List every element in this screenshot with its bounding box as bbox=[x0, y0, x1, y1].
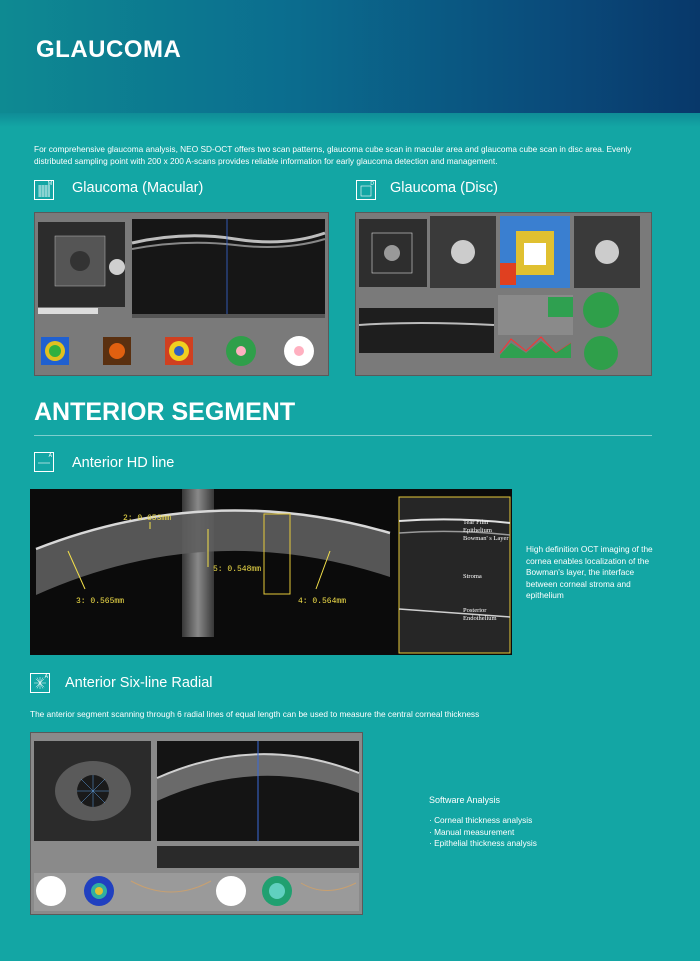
radial-icon-letter: A bbox=[44, 674, 48, 680]
list-item: · Manual measurement bbox=[429, 826, 515, 837]
layer-label-stroma: Stroma bbox=[463, 573, 482, 580]
header-banner bbox=[0, 0, 700, 113]
measure-label-4: 4: 0.564mm bbox=[298, 597, 347, 606]
layer-label-tear-film: Tear Film bbox=[463, 519, 489, 526]
list-item: · Corneal thickness analysis bbox=[429, 815, 533, 825]
disc-report-screenshot bbox=[355, 212, 652, 376]
page-title: GLAUCOMA bbox=[36, 36, 182, 63]
hd-icon-letter: A bbox=[48, 453, 52, 459]
hd-line-scan-icon bbox=[34, 452, 54, 472]
glaucoma-disc-title: Glaucoma (Disc) bbox=[390, 180, 498, 196]
software-analysis-title: Software Analysis bbox=[429, 795, 501, 805]
six-line-report-screenshot bbox=[30, 732, 363, 915]
software-analysis-list bbox=[429, 815, 537, 850]
layer-label-posterior: Posterior bbox=[463, 607, 487, 614]
list-item: · Epithelial thickness analysis bbox=[429, 838, 537, 848]
intro-paragraph: For comprehensive glaucoma analysis, NEO SD-OCT offers two scan patterns, glaucoma cube scan in macular area and glaucoma cube scan in disc area. Evenly distributed sampling point with 200 x 200 A-scans provides reliable information for early glaucoma detection and management. bbox=[34, 144, 632, 166]
anterior-hd-oct-image bbox=[30, 489, 512, 655]
layer-label-bowmans: Bowman' s Layer bbox=[463, 535, 509, 542]
macular-icon-letter: M bbox=[47, 181, 52, 187]
layer-label-endothelium: Endothelium bbox=[463, 615, 497, 622]
glaucoma-macular-title: Glaucoma (Macular) bbox=[72, 180, 204, 196]
measure-label-3: 3: 0.565mm bbox=[76, 597, 125, 606]
measure-label-5: 5: 0.548mm bbox=[213, 565, 262, 574]
anterior-hd-line-title: Anterior HD line bbox=[72, 455, 175, 471]
six-line-description: The anterior segment scanning through 6 radial lines of equal length can be used to measure the central corneal thickness bbox=[30, 709, 480, 719]
measure-label-2: 2: 0.653mm bbox=[123, 514, 172, 523]
anterior-segment-title: ANTERIOR SEGMENT bbox=[34, 398, 296, 426]
disc-icon-letter: D bbox=[370, 181, 374, 187]
section-divider bbox=[34, 435, 652, 436]
hd-line-description: High definition OCT imaging of the cornea enables localization of the Bowman's layer, the interface between corneal stroma and epithelium bbox=[526, 544, 653, 600]
macular-cube-scan-icon bbox=[34, 180, 54, 200]
header-band bbox=[0, 113, 700, 127]
radial-scan-icon bbox=[30, 673, 50, 693]
anterior-six-line-title: Anterior Six-line Radial bbox=[65, 675, 213, 691]
macular-report-screenshot bbox=[34, 212, 329, 376]
layer-label-epithelium: Epithelium bbox=[463, 527, 492, 534]
disc-cube-scan-icon bbox=[356, 180, 376, 200]
